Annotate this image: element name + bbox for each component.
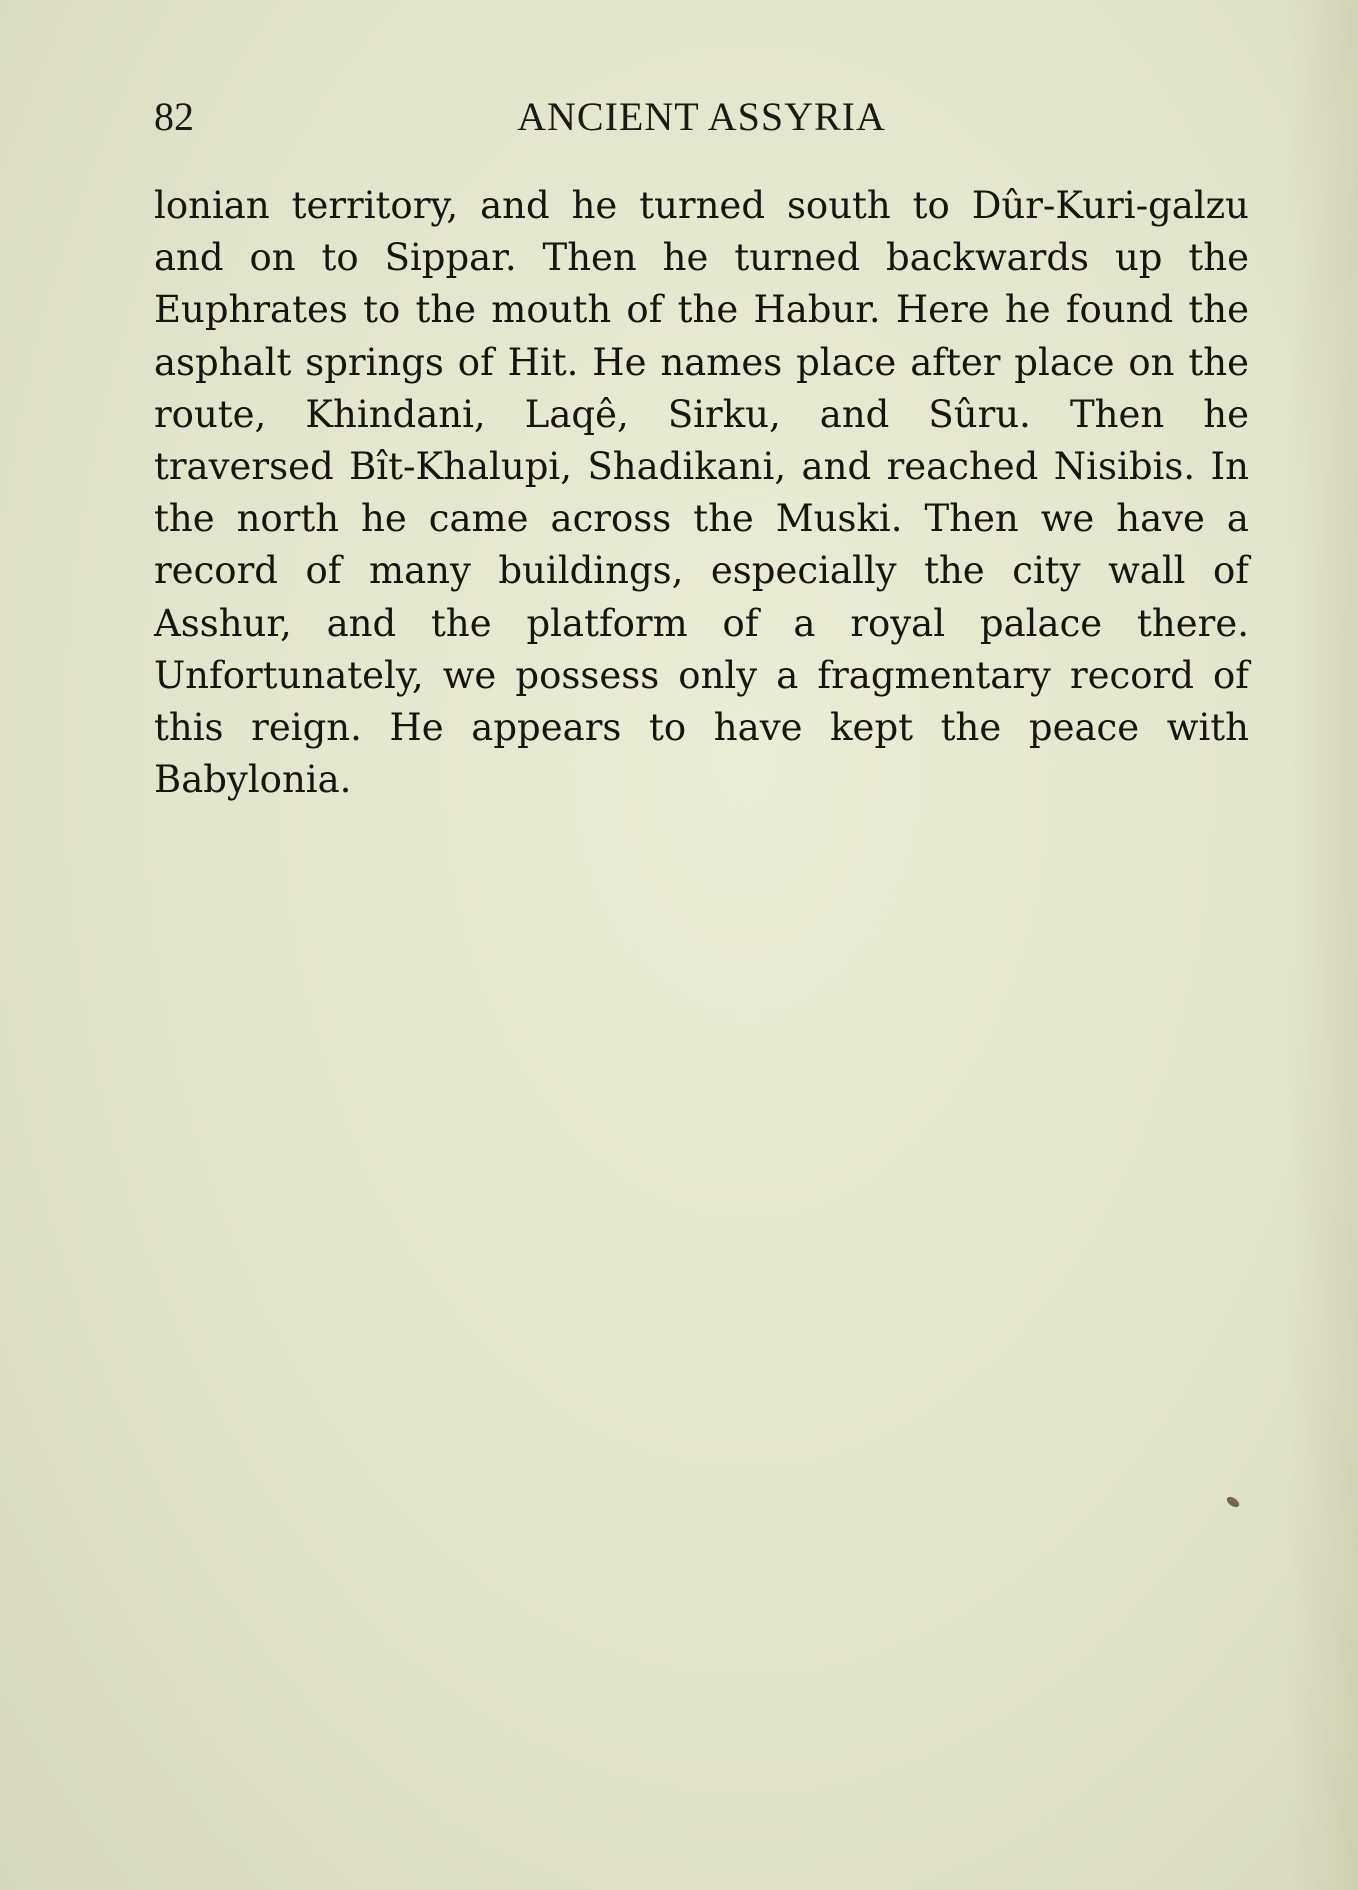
page-edge-shadow: [1288, 0, 1358, 1890]
body-paragraph: lonian territory, and he turned south to Dûr-Kuri-galzu and on to Sippar. Then he turned backwards up the Euphrates to the mouth of the Habur. Here he found the asphalt springs of Hit. He names place after place on the route, Khindani, Laqê, Sirku, and Sûru. Then he traversed Bît-Khalupi, Shadikani, and reached Nisibis. In the north he came across the Muski. Then we have a record of many buildings, especially the city wall of Asshur, and the platform of a royal palace there. Unfortunately, we possess only a fragmentary record of this reign. He appears to have kept the peace with Babylonia.: [154, 184, 1249, 802]
page-header: [154, 92, 1249, 142]
paper-speck: [1225, 1495, 1241, 1510]
running-head: ANCIENT ASSYRIA: [517, 94, 886, 139]
page-number: 82: [154, 94, 194, 139]
